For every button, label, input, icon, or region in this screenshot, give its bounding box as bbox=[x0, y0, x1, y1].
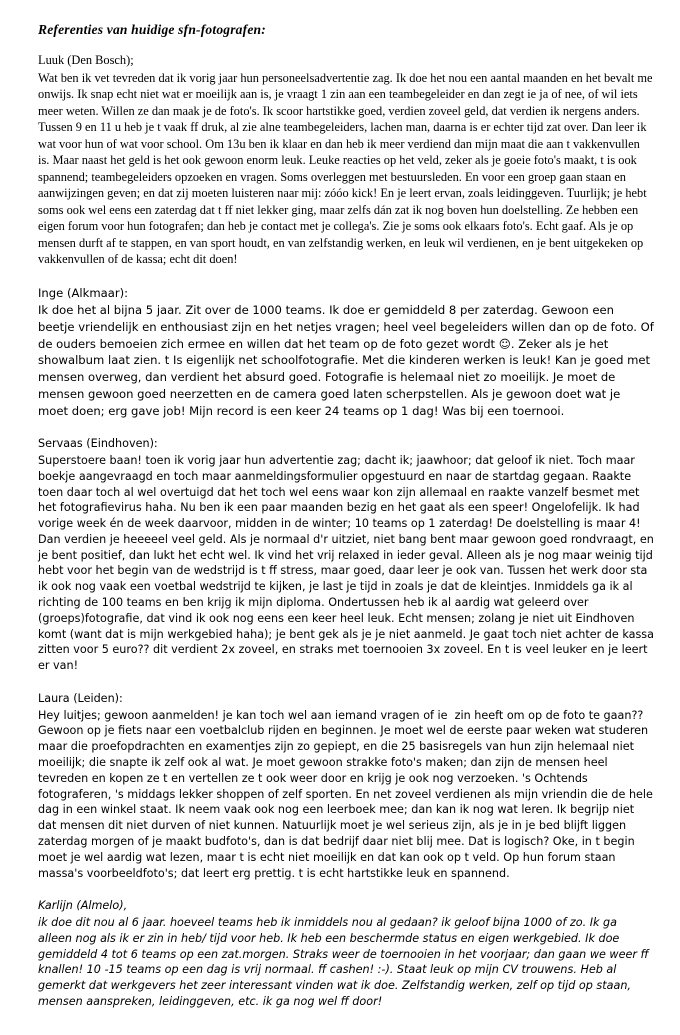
reference-heading: Inge (Alkmaar): bbox=[38, 285, 129, 300]
reference-body: Superstoere baan! toen ik vorig jaar hun advertentie zag; dacht ik; jaawhoor; dat geloof ik niet. Toch maar boekje aangevraagd en toch maar aanmeldingsformulier opgestuurd en naar de startdag gegaan. Raakte toen daar toch al wel overtuigd dat het toch wel eens waar kon zijn allemaal en raakte vanzelf besmet met het fotografievirus haha. Nu ben ik een paar maanden bezig en het gaat als een speer! Ongelofelijk. Ik had vorige week én de week daarvoor, midden in de winter; 10 teams op 1 zaterdag! De doelstelling is maar 4! Dan verdien je heeeeel veel geld. Als je normaal d'r uitziet, niet bang bent maar gewoon goed rondvraagt, en je bent positief, dan lukt het echt wel. Ik vind het vrij relaxed in ieder geval. Alleen als je nog maar weinig tijd hebt voor het begin van de wedstrijd is t ff stress, maar goed, daar leer je ook van. Tussen het werk door sta ik ook nog vaak een voetbal wedstrijd te kijken, je last je tijd in zoals je dat de kleintjes. Inmiddels ga ik al richting de 100 teams en ben krijg ik mijn diploma. Ondertussen heb ik al aardig wat geleerd over (groeps)fotografie, dat vind ik ook nog eens een keer heel leuk. Echt mensen; zolang je niet uit Eindhoven komt (want dat is mijn werkgebied haha); je bent gek als je je niet aanmeld. Je gaat toch niet achter de kassa zitten voor 5 euro?? dit verdient 2x zoveel, en straks met toernooien 3x zoveel. En t is veel leuker en je leert er van! bbox=[38, 453, 658, 673]
reference-heading: Karlijn (Almelo), bbox=[38, 899, 128, 913]
page-title: Referenties van huidige sfn-fotografen: bbox=[38, 22, 266, 37]
reference-body: ik doe dit nou al 6 jaar. hoeveel teams heb ik inmiddels nou al gedaan? ik geloof bijna 1000 of zo. Ik ga alleen nog als ik er zin in heb/ tijd voor heb. Ik heb een beschermde status en eigen werkgebied. Ik doe gemiddeld 4 tot 6 teams op een zat.morgen. Straks weer de toernooien in het voorjaar; dan gaan we weer ff knallen! 10 -15 teams op een dag is vrij normaal. ff cashen! :-). Staat leuk op mijn CV trouwens. Heb al gemerkt dat werkgevers het zeer interessant vinden wat ik doe. Zelfstandig werken, zelf op tijd op staan, mensen aanspreken, leidinggeven, etc. ik ga nog wel ff door! bbox=[38, 916, 653, 1008]
reference-body: Ik doe het al bijna 5 jaar. Zit over de 1000 teams. Ik doe er gemiddeld 8 per zaterdag. Gewoon een beetje vriendelijk en enthousiast zijn en het netjes vragen; heel veel begeleiders willen dan op de foto. Of de ouders bemoeien zich ermee en willen dat het team op de foto gezet wordt ☺. Zeker als je het showalbum laat zien. t Is eigenlijk net schoolfotografie. Met die kinderen werken is leuk! Kan je goed met mensen overweg, dan verdient het absurd goed. Fotografie is helemaal niet zo moeilijk. Je moet de mensen gewoon goed neerzetten en de camera goed laten scherpstellen. Als je gewoon doet wat je moet doen; erg gave job! Mijn record is een keer 24 teams op 1 dag! Was bij een toernooi. bbox=[38, 303, 658, 418]
reference-heading: Servaas (Eindhoven): bbox=[38, 437, 158, 451]
reference-heading: Luuk (Den Bosch); bbox=[38, 53, 134, 68]
reference-heading: Laura (Leiden): bbox=[38, 691, 123, 705]
reference-block-luuk bbox=[38, 52, 654, 268]
reference-block-laura bbox=[38, 691, 657, 881]
reference-block-karlijn bbox=[38, 898, 654, 1009]
reference-block-servaas bbox=[38, 436, 658, 674]
reference-block-inge bbox=[38, 285, 658, 420]
reference-body: Hey luitjes; gewoon aanmelden! je kan toch wel aan iemand vragen of ie zin heeft om op de foto te gaan?? Gewoon op je fiets naar een voetbalclub rijden en beginnen. Je moet wel de eerste paar weken wat studeren maar die proefopdrachten en examentjes zijn zo gepiept, en die 25 basisregels van hun zijn helemaal niet moeilijk; die snapte ik zelf ook al wat. Je moet gewoon strakke foto's maken; dan zijn de mensen heel tevreden en kopen ze t en vertellen ze t ook weer door en krijg je ook nog verzoeken. 's Ochtends fotograferen, 's middags lekker shoppen of zelf sporten. En net zoveel verdienen als mijn vriendin die de hele dag in een winkel staat. Ik neem vaak ook nog een leerboek mee; dan kan ik nog wat leren. Ik begrijp niet dat mensen dit niet durven of niet kunnen. Natuurlijk moet je wel serieus zijn, als je in je bed blijft liggen zaterdag morgen of je maakt budfoto's, dan is dat bedrijf daar niet blij mee. Dat is logisch? Oke, in t begin moet je wel aardig wat lezen, maar t is echt niet moeilijk en dat kan ook op t veld. Op hun forum staan massa's voorbeeldfoto's; dat leert erg prettig. t is echt hartstikke leuk en spannend. bbox=[38, 708, 657, 880]
reference-body: Wat ben ik vet tevreden dat ik vorig jaar hun personeelsadvertentie zag. Ik doe het nou een aantal maanden en het bevalt me onwijs. Ik snap echt niet wat er moeilijk aan is, je vraagt 1 zin aan een teambegeleider en dan zegt ie ja of nee, of wil iets meer weten. Willen ze dan maak je de foto's. Ik scoor hartstikke goed, verdien zoveel geld, dat verdien ik nergens anders. Tussen 9 en 11 u heb je t vaak ff druk, al zie alne teambegeleiders, lachen man, daarna is er echter tijd zat over. Dan leer ik wat voor hun of wat voor school. Om 13u ben ik klaar en dan heb ik meer verdiend dan mijn maat die aan t vakkenvullen is. Maar naast het geld is het ook gewoon enorm leuk. Leuke reacties op het veld, zeker als je goeie foto's maakt, t is ook spannend; teambegeleiders opzoeken en vragen. Soms overleggen met bestuursleden. En voor een groep gaan staan en aanwijzingen geven; en dat zij moeten luisteren naar mij: zóóo kick! En je leert ervan, zoals leidinggeven. Tuurlijk; je hebt soms ook wel eens een zaterdag dat t ff niet lekker ging, maar zelfs dán zat ik nog boven hun doelstelling. Ze hebben een eigen forum voor hun fotografen; dan heb je contact met je collega's. Zie je soms ook elkaars foto's. Echt gaaf. Als je op mensen durft af te stappen, en van sport houdt, en van zelfstandig werken, en leuk wil verdienen, en je bent uitgekeken op vakkenvullen of de kassa; echt dit doen! bbox=[38, 70, 656, 267]
